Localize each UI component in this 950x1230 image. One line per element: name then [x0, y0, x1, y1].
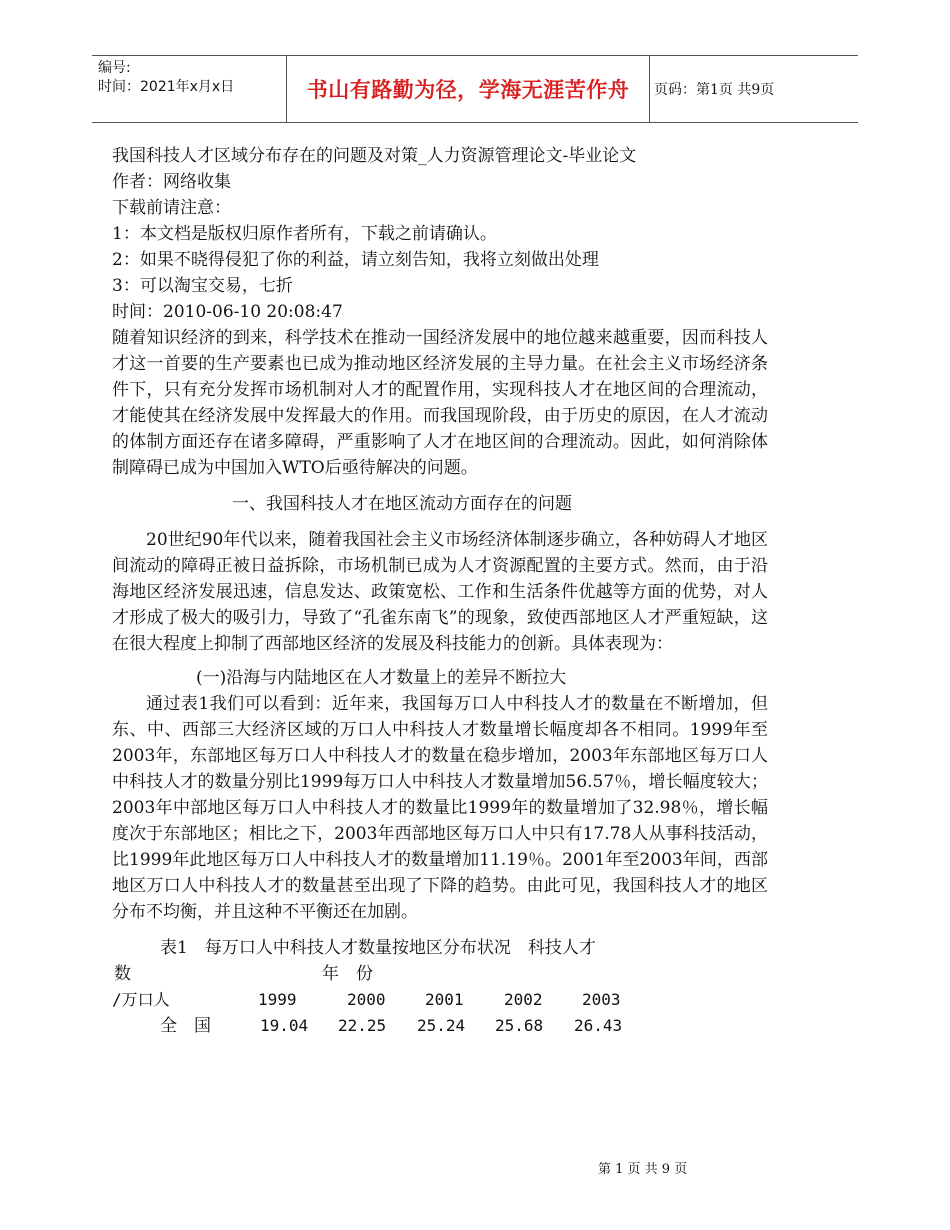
timestamp: 时间：2010-06-10 20:08:47 [112, 302, 343, 322]
table-caption-row [112, 935, 768, 961]
notice-heading: 下载前请注意： [112, 198, 231, 218]
subsection-title: (一)沿海与内陆地区在人才数量上的差异不断拉大 [196, 668, 567, 688]
time-label: 时间：2021年x月x日 [98, 79, 235, 95]
header-motto-cell [286, 56, 650, 122]
section-paragraph: 20世纪90年代以来，随着我国社会主义市场经济体制逐步确立，各种妨碍人才地区间流动的障碍正被日益拆除，市场机制已成为人才资源配置的主要方式。然而，由于沿海地区经济发展迅速，信息发达、政策宽松、工作和生活条件优越等方面的优势，对人才形成了极大的吸引力，导致了“孔雀东南飞”的现象，致使西部地区人才严重短缺，这在很大程度上抑制了西部地区经济的发展及科技能力的创新。具体表现为： [112, 530, 768, 654]
notice-item: 2：如果不晓得侵犯了你的利益，请立刻告知，我将立刻做出处理 [112, 250, 599, 270]
value-cell: 25.24 [417, 1016, 466, 1035]
intro-paragraph: 随着知识经济的到来，科学技术在推动一国经济发展中的地位越来越重要，因而科技人才这一首要的生产要素也已成为推动地区经济发展的主导力量。在社会主义市场经济条件下，只有充分发挥市场机制对人才的配置作用，实现科技人才在地区间的合理流动，才能使其在经济发展中发挥最大的作用。而我国现阶段，由于历史的原因，在人才流动的体制方面还存在诸多障碍，严重影响了人才在地区间的合理流动。因此，如何消除体制障碍已成为中国加入WTO后亟待解决的问题。 [112, 328, 768, 478]
row-header-label: 数 [114, 964, 131, 984]
value-cell: 26.43 [574, 1016, 623, 1035]
document-title: 我国科技人才区域分布存在的问题及对策_人力资源管理论文-毕业论文 [112, 146, 637, 166]
author: 作者：网络收集 [112, 172, 231, 192]
subsection-paragraph: 通过表1我们可以看到：近年来，我国每万口人中科技人才的数量在不断增加，但东、中、西部三大经济区域的万口人中科技人才数量增长幅度却各不相同。1999年至2003年，东部地区每万口人中科技人才的数量在稳步增加，2003年东部地区每万口人中科技人才的数量分别比1999每万口人中科技人才数量增加56.57％，增长幅度较大；2003年中部地区每万口人中科技人才的数量比1999年的数量增加了32.98％，增长幅度次于东部地区；相比之下，2003年西部地区每万口人中只有17.78人从事科技活动，比1999年此地区每万口人中科技人才的数量增加11.19％。2001年至2003年间，西部地区万口人中科技人才的数量甚至出现了下降的趋势。由此可见，我国科技人才的地区分布不均衡，并且这种不平衡还在加剧。 [112, 694, 768, 922]
value-cell: 19.04 [260, 1016, 309, 1035]
notice-item: 1：本文档是版权归原作者所有，下载之前请确认。 [112, 224, 497, 244]
row-header-unit: /万口人 [112, 990, 170, 1009]
data-table [112, 935, 768, 1039]
notice-item: 3：可以淘宝交易，七折 [112, 276, 293, 296]
year-header: 2000 [347, 990, 386, 1009]
value-cell: 22.25 [338, 1016, 387, 1035]
header-page-info [654, 56, 854, 122]
year-label: 年 份 [322, 964, 373, 984]
number-label: 编号: [98, 60, 131, 76]
year-header: 2003 [582, 990, 621, 1009]
table-row [112, 1013, 768, 1039]
page-info: 页码：第1页 共9页 [654, 82, 775, 98]
year-header: 1999 [258, 990, 297, 1009]
table-years-row [112, 987, 768, 1013]
document-body [112, 143, 768, 1039]
table-caption: 表1 每万口人中科技人才数量按地区分布状况 科技人才 [160, 938, 596, 958]
year-header: 2001 [425, 990, 464, 1009]
page-footer: 第 1 页 共 9 页 [598, 1162, 688, 1177]
year-header: 2002 [504, 990, 543, 1009]
table-header-row [112, 961, 768, 987]
page-header [92, 55, 858, 123]
region-cell: 全 国 [160, 1016, 211, 1036]
header-meta [92, 56, 286, 125]
value-cell: 25.68 [495, 1016, 544, 1035]
section-title: 一、我国科技人才在地区流动方面存在的问题 [232, 494, 572, 514]
motto: 书山有路勤为径，学海无涯苦作舟 [306, 78, 630, 102]
